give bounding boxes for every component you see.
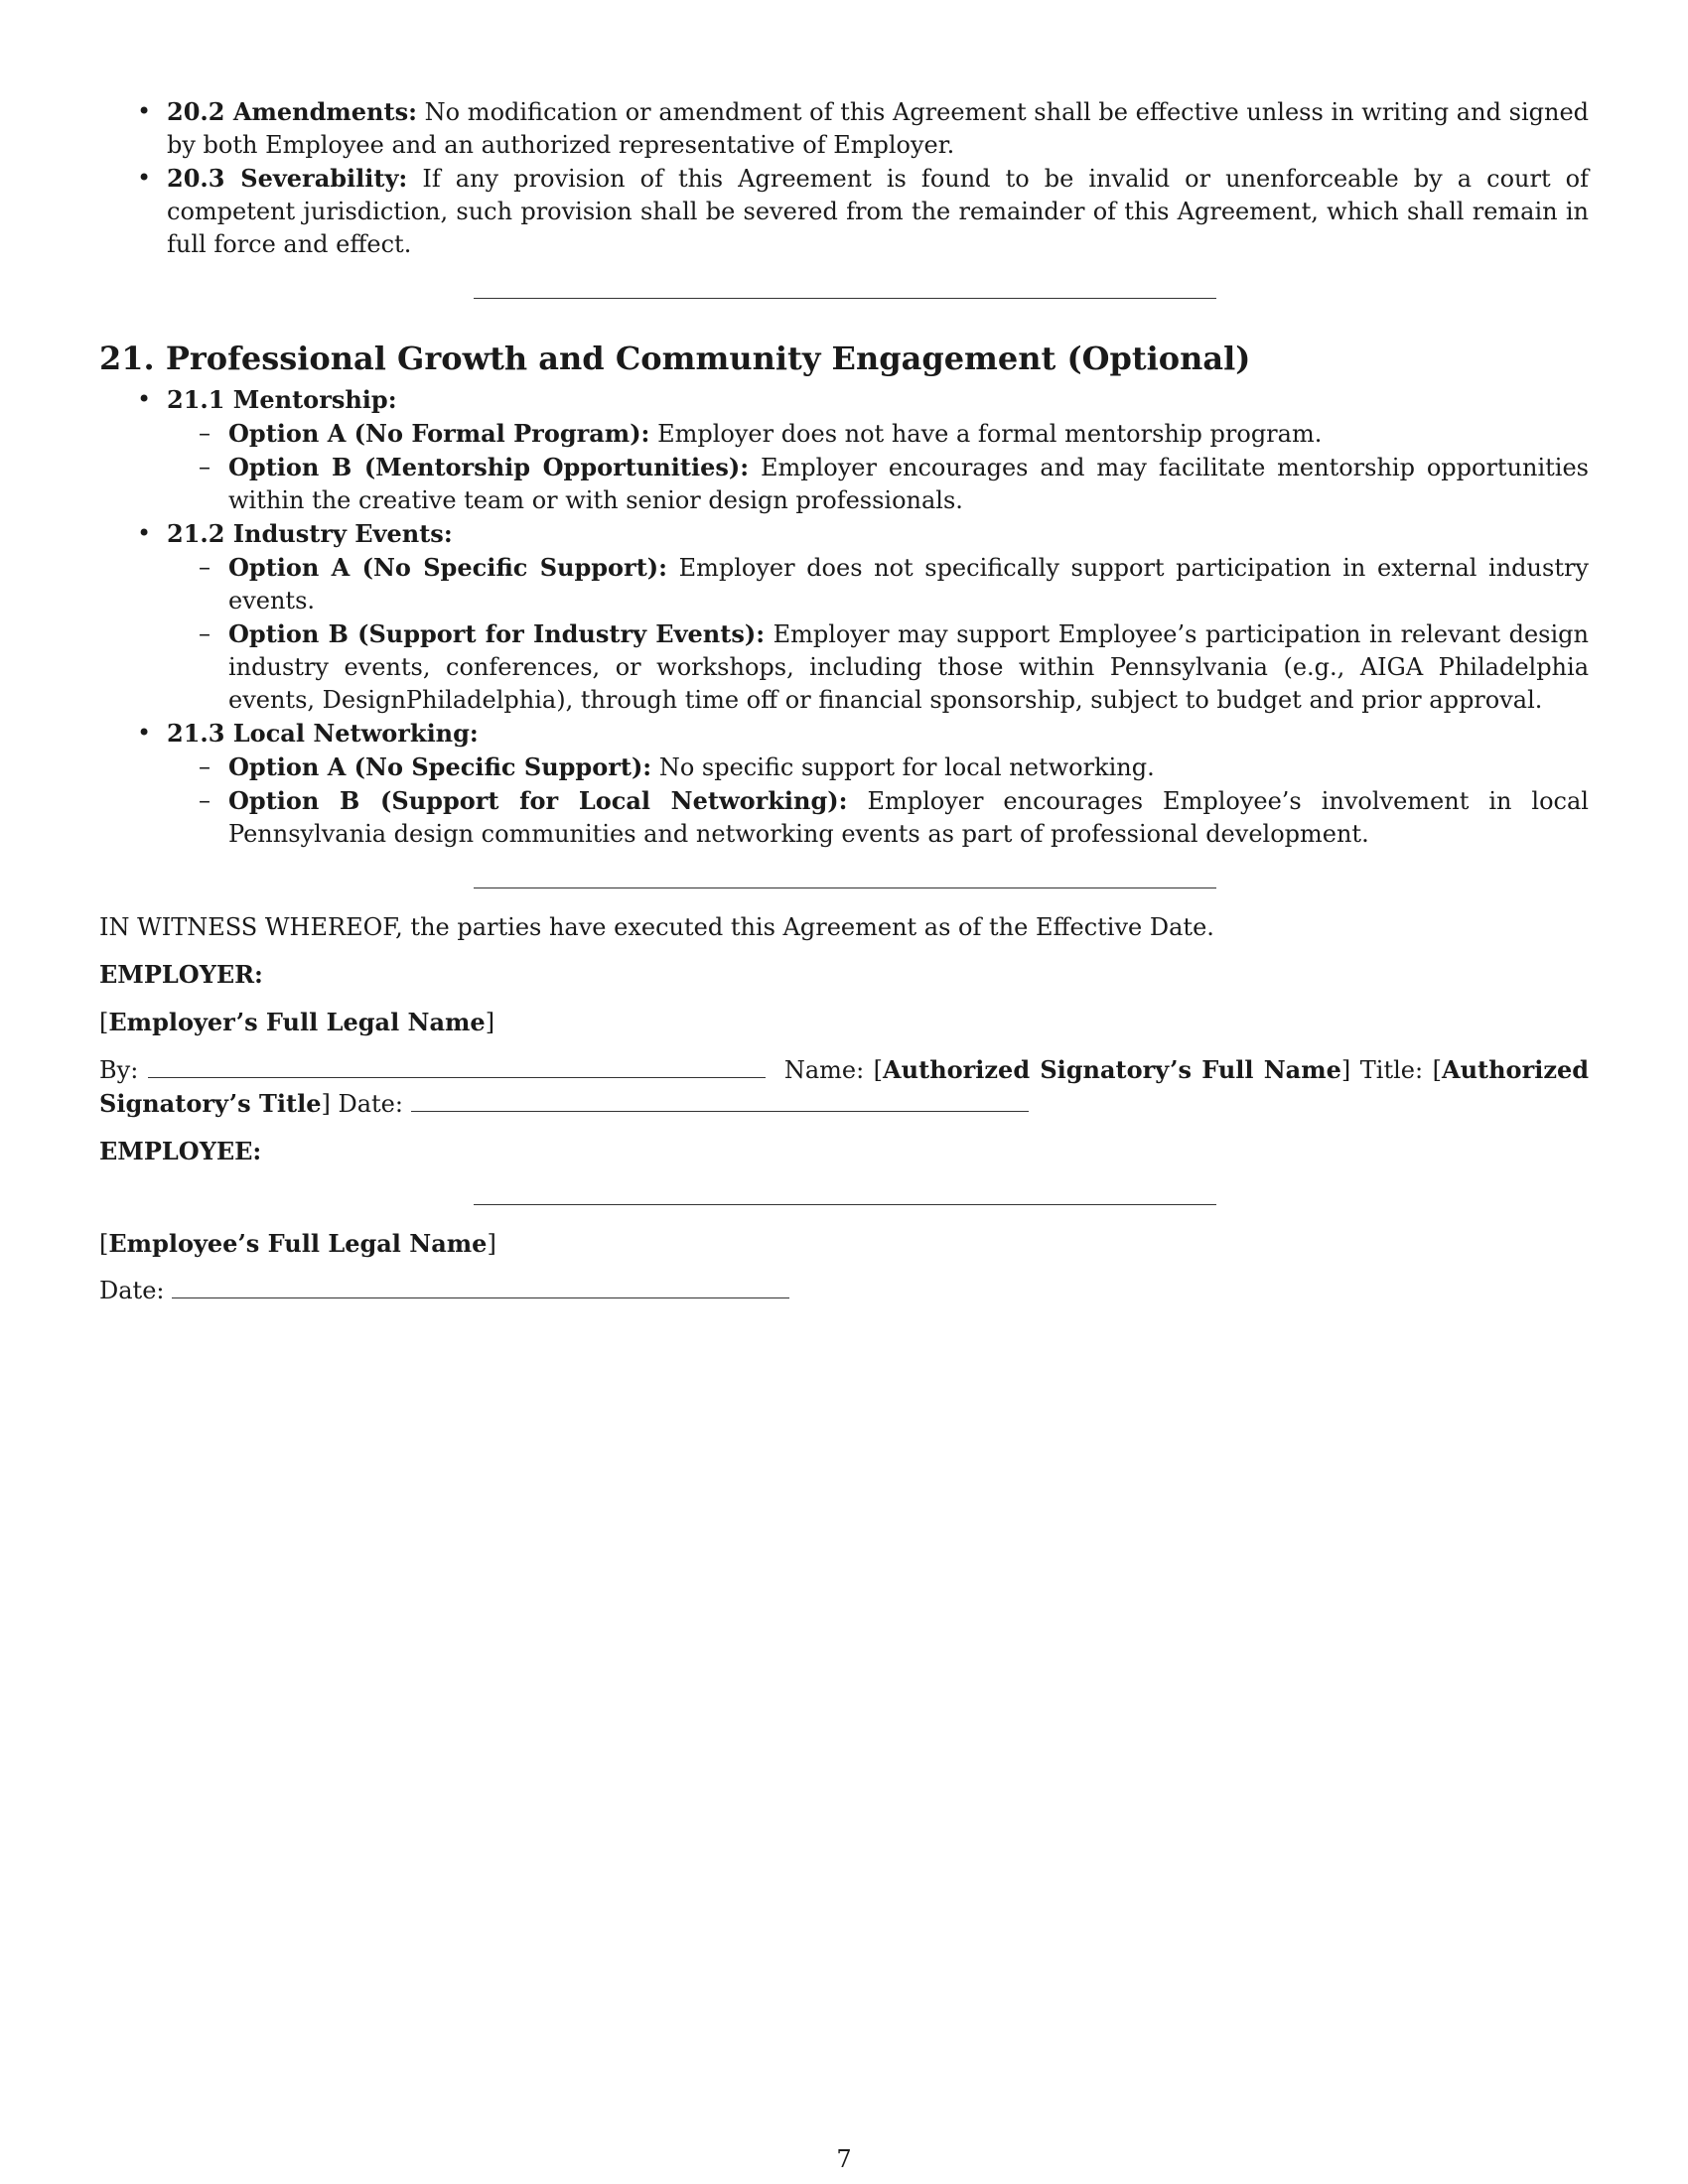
option-text: No specific support for local networking. (658, 753, 1155, 781)
option-text: Employer encourages Employee’s involvement in local Pennsylvania design communities and networking events as part of professional development. (228, 787, 1589, 848)
clause-label: 20.2 Amendments: (167, 97, 417, 126)
option-item (167, 451, 1589, 517)
subsection-label: 21.1 Mentorship: (167, 385, 397, 414)
option-list (167, 751, 1589, 851)
clause-label: 20.3 Severability: (167, 164, 408, 193)
clause-text: No modification or amendment of this Agreement shall be effective unless in writing and signed by both Employee and an authorized representative of Employer. (167, 98, 1590, 159)
subsection-21-3 (99, 717, 1589, 851)
option-list (167, 551, 1589, 717)
option-label: Option B (Mentorship Opportunities): (228, 453, 750, 481)
employer-signature-block: By: Name: [Authorized Signatory’s Full Name] Title: [Authorized Signatory’s Title] Date: (99, 1055, 1590, 1118)
employee-date-label: Date: (99, 1277, 165, 1304)
option-item (167, 417, 1589, 451)
option-label: Option A (No Specific Support): (228, 553, 668, 582)
section-20-list (99, 95, 1589, 261)
clause-text: If any provision of this Agreement is found to be invalid or unenforceable by a court of competent jurisdiction, such provision shall be severed from the remainder of this Agreement, which shall remain in full force and effect. (167, 165, 1589, 258)
employee-date-line[interactable] (172, 1276, 789, 1298)
option-text: Employer may support Employee’s participation in relevant design industry events, conferences, or workshops, including those within Pennsylvania (e.g., AIGA Philadelphia events, DesignPhiladelphia), through time off or financial sponsorship, subject to budget and prior approval. (228, 620, 1589, 714)
subsection-label: 21.2 Industry Events: (167, 519, 453, 548)
option-label: Option A (No Formal Program): (228, 419, 650, 448)
date-label: Date: (338, 1090, 403, 1118)
employer-name-placeholder: Employer’s Full Legal Name (108, 1008, 486, 1036)
option-text: Employer does not have a formal mentorship program. (657, 420, 1323, 448)
employee-date-row (99, 1275, 1589, 1307)
signatory-name-placeholder: Authorized Signatory’s Full Name (883, 1055, 1341, 1084)
employee-heading: EMPLOYEE: (99, 1137, 262, 1165)
option-label: Option A (No Specific Support): (228, 752, 652, 781)
employee-name-line: [Employee’s Full Legal Name] (99, 1229, 496, 1258)
clause-20-2 (99, 95, 1589, 162)
option-text: Employer does not specifically support participation in external industry events. (228, 554, 1589, 614)
employee-signature-line[interactable] (474, 1204, 1216, 1205)
employer-heading: EMPLOYER: (99, 960, 263, 989)
option-item (167, 551, 1589, 617)
by-label: By: (99, 1056, 139, 1084)
option-text: Employer encourages and may facilitate mentorship opportunities within the creative team or with senior design professionals. (228, 454, 1589, 514)
title-label: Title: (1359, 1056, 1424, 1084)
section-21-title: 21. Professional Growth and Community Engagement (Optional) (99, 340, 1251, 377)
subsection-label: 21.3 Local Networking: (167, 719, 479, 748)
clause-20-3 (99, 162, 1589, 261)
witness-statement: IN WITNESS WHEREOF, the parties have executed this Agreement as of the Effective Date. (99, 913, 1214, 941)
section-divider (474, 887, 1216, 888)
option-label: Option B (Support for Local Networking): (228, 786, 848, 815)
signatory-title-placeholder: Authorized Signatory’s Title (99, 1055, 1590, 1118)
option-item (167, 784, 1589, 851)
option-item (167, 751, 1589, 784)
option-item (167, 617, 1589, 717)
option-label: Option B (Support for Industry Events): (228, 619, 766, 648)
employer-signature-line[interactable] (148, 1055, 766, 1078)
employer-date-line[interactable] (411, 1089, 1029, 1112)
document-page (99, 95, 1589, 1307)
name-label: Name: (783, 1056, 865, 1084)
section-21-list (99, 383, 1589, 851)
employer-name-line: [Employer’s Full Legal Name] (99, 1008, 495, 1036)
employee-name-placeholder: Employee’s Full Legal Name (108, 1229, 488, 1258)
subsection-21-1 (99, 383, 1589, 517)
section-divider (474, 298, 1216, 299)
option-list (167, 417, 1589, 517)
subsection-21-2 (99, 517, 1589, 717)
page-number: 7 (836, 2145, 852, 2173)
